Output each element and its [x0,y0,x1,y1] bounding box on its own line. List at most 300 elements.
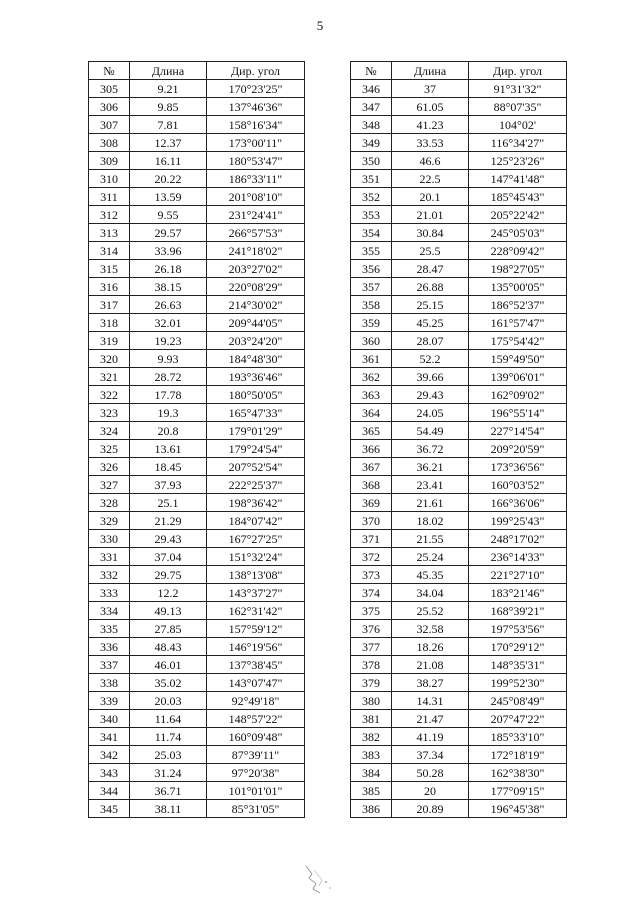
row-length-cell: 25.24 [392,548,469,566]
row-direction-angle-cell: 185°33'10" [469,728,567,746]
row-direction-angle-cell: 172°18'19" [469,746,567,764]
row-direction-angle-cell: 157°59'12" [207,620,305,638]
row-number-cell: 328 [89,494,130,512]
row-direction-angle-cell: 160°03'52" [469,476,567,494]
table-row [351,620,567,638]
row-direction-angle-cell: 158°16'34" [207,116,305,134]
row-direction-angle-cell: 116°34'27" [469,134,567,152]
row-number-cell: 314 [89,242,130,260]
row-length-cell: 21.29 [130,512,207,530]
row-number-cell: 373 [351,566,392,584]
table-row [351,440,567,458]
row-length-cell: 41.23 [392,116,469,134]
row-length-cell: 36.71 [130,782,207,800]
table-row [351,98,567,116]
table-row [351,404,567,422]
row-number-cell: 338 [89,674,130,692]
row-number-cell: 381 [351,710,392,728]
row-length-cell: 14.31 [392,692,469,710]
table-row [351,134,567,152]
row-number-cell: 367 [351,458,392,476]
row-direction-angle-cell: 186°33'11" [207,170,305,188]
row-length-cell: 34.04 [392,584,469,602]
row-direction-angle-cell: 245°05'03" [469,224,567,242]
row-direction-angle-cell: 177°09'15" [469,782,567,800]
table-row [351,728,567,746]
row-direction-angle-cell: 148°57'22" [207,710,305,728]
table-row [351,638,567,656]
row-length-cell: 7.81 [130,116,207,134]
table-row [89,764,305,782]
row-length-cell: 24.05 [392,404,469,422]
row-length-cell: 45.35 [392,566,469,584]
row-direction-angle-cell: 167°27'25" [207,530,305,548]
row-number-cell: 337 [89,656,130,674]
row-number-cell: 305 [89,80,130,98]
row-length-cell: 38.27 [392,674,469,692]
row-length-cell: 21.08 [392,656,469,674]
row-number-cell: 380 [351,692,392,710]
row-number-cell: 330 [89,530,130,548]
row-number-cell: 364 [351,404,392,422]
table-row [89,548,305,566]
row-number-cell: 382 [351,728,392,746]
row-number-cell: 346 [351,80,392,98]
row-length-cell: 50.28 [392,764,469,782]
row-length-cell: 39.66 [392,368,469,386]
table-row [351,602,567,620]
table-row [351,512,567,530]
header-direction-angle: Дир. угол [469,62,567,80]
row-length-cell: 38.11 [130,800,207,818]
row-direction-angle-cell: 209°20'59" [469,440,567,458]
row-direction-angle-cell: 209°44'05" [207,314,305,332]
row-direction-angle-cell: 87°39'11" [207,746,305,764]
row-direction-angle-cell: 92°49'18" [207,692,305,710]
row-direction-angle-cell: 221°27'10" [469,566,567,584]
table-row [89,404,305,422]
row-direction-angle-cell: 165°47'33" [207,404,305,422]
table-row [89,368,305,386]
coordinates-table-right [350,61,567,818]
row-length-cell: 32.01 [130,314,207,332]
row-number-cell: 334 [89,602,130,620]
row-number-cell: 318 [89,314,130,332]
table-row [89,170,305,188]
row-direction-angle-cell: 162°38'30" [469,764,567,782]
row-number-cell: 362 [351,368,392,386]
row-direction-angle-cell: 236°14'33" [469,548,567,566]
row-direction-angle-cell: 139°06'01" [469,368,567,386]
row-direction-angle-cell: 186°52'37" [469,296,567,314]
row-length-cell: 20.22 [130,170,207,188]
row-number-cell: 370 [351,512,392,530]
row-direction-angle-cell: 193°36'46" [207,368,305,386]
row-number-cell: 312 [89,206,130,224]
row-length-cell: 54.49 [392,422,469,440]
row-direction-angle-cell: 138°13'08" [207,566,305,584]
row-direction-angle-cell: 199°52'30" [469,674,567,692]
row-number-cell: 309 [89,152,130,170]
row-direction-angle-cell: 222°25'37" [207,476,305,494]
table-row [89,296,305,314]
row-length-cell: 28.47 [392,260,469,278]
row-direction-angle-cell: 148°35'31" [469,656,567,674]
row-length-cell: 9.85 [130,98,207,116]
row-direction-angle-cell: 207°52'54" [207,458,305,476]
table-row [351,224,567,242]
row-length-cell: 12.2 [130,584,207,602]
row-number-cell: 331 [89,548,130,566]
row-number-cell: 376 [351,620,392,638]
row-number-cell: 342 [89,746,130,764]
table-row [89,116,305,134]
table-row [89,746,305,764]
row-length-cell: 19.3 [130,404,207,422]
row-length-cell: 21.61 [392,494,469,512]
row-number-cell: 386 [351,800,392,818]
row-direction-angle-cell: 199°25'43" [469,512,567,530]
table-row [89,80,305,98]
table-row [89,260,305,278]
table-row [351,422,567,440]
row-length-cell: 9.93 [130,350,207,368]
row-length-cell: 46.6 [392,152,469,170]
row-length-cell: 21.55 [392,530,469,548]
table-row [351,782,567,800]
row-length-cell: 16.11 [130,152,207,170]
table-row [351,242,567,260]
row-number-cell: 359 [351,314,392,332]
row-number-cell: 368 [351,476,392,494]
table-row [351,206,567,224]
row-number-cell: 320 [89,350,130,368]
row-direction-angle-cell: 183°21'46" [469,584,567,602]
row-direction-angle-cell: 184°07'42" [207,512,305,530]
row-direction-angle-cell: 162°09'02" [469,386,567,404]
table-row [89,638,305,656]
table-row [351,152,567,170]
table-row [89,134,305,152]
table-row [351,584,567,602]
header-length: Длина [130,62,207,80]
table-row [89,476,305,494]
row-length-cell: 13.59 [130,188,207,206]
row-number-cell: 378 [351,656,392,674]
row-direction-angle-cell: 91°31'32" [469,80,567,98]
table-row [89,386,305,404]
table-row [351,764,567,782]
row-direction-angle-cell: 104°02' [469,116,567,134]
row-direction-angle-cell: 241°18'02" [207,242,305,260]
table-row [351,314,567,332]
row-direction-angle-cell: 185°45'43" [469,188,567,206]
row-direction-angle-cell: 203°24'20" [207,332,305,350]
row-number-cell: 310 [89,170,130,188]
row-number-cell: 372 [351,548,392,566]
row-number-cell: 327 [89,476,130,494]
row-number-cell: 379 [351,674,392,692]
row-length-cell: 20 [392,782,469,800]
row-direction-angle-cell: 198°27'05" [469,260,567,278]
table-row [351,368,567,386]
table-row [89,332,305,350]
row-direction-angle-cell: 101°01'01" [207,782,305,800]
row-number-cell: 323 [89,404,130,422]
row-number-cell: 354 [351,224,392,242]
row-length-cell: 35.02 [130,674,207,692]
row-number-cell: 321 [89,368,130,386]
table-row [89,710,305,728]
row-length-cell: 49.13 [130,602,207,620]
row-length-cell: 36.21 [392,458,469,476]
row-length-cell: 25.1 [130,494,207,512]
table-header-row [89,62,305,80]
table-row [89,188,305,206]
row-direction-angle-cell: 196°55'14" [469,404,567,422]
row-length-cell: 61.05 [392,98,469,116]
row-number-cell: 374 [351,584,392,602]
table-row [351,800,567,818]
page-number: 5 [316,18,324,33]
row-length-cell: 45.25 [392,314,469,332]
table-row [351,278,567,296]
row-number-cell: 357 [351,278,392,296]
row-number-cell: 316 [89,278,130,296]
row-length-cell: 9.55 [130,206,207,224]
table-row [89,602,305,620]
row-direction-angle-cell: 137°46'36" [207,98,305,116]
row-direction-angle-cell: 162°31'42" [207,602,305,620]
header-direction-angle: Дир. угол [207,62,305,80]
table-row [89,242,305,260]
table-row [351,674,567,692]
table-row [89,566,305,584]
table-row [351,548,567,566]
row-length-cell: 28.72 [130,368,207,386]
row-length-cell: 25.03 [130,746,207,764]
row-number-cell: 356 [351,260,392,278]
coordinates-table-left [88,61,305,818]
row-length-cell: 18.02 [392,512,469,530]
row-direction-angle-cell: 160°09'48" [207,728,305,746]
table-row [351,494,567,512]
row-number-cell: 377 [351,638,392,656]
row-length-cell: 21.47 [392,710,469,728]
row-number-cell: 360 [351,332,392,350]
table-row [89,494,305,512]
row-direction-angle-cell: 173°00'11" [207,134,305,152]
row-length-cell: 48.43 [130,638,207,656]
row-length-cell: 32.58 [392,620,469,638]
table-row [89,458,305,476]
row-direction-angle-cell: 196°45'38" [469,800,567,818]
row-direction-angle-cell: 143°37'27" [207,584,305,602]
row-length-cell: 23.41 [392,476,469,494]
row-direction-angle-cell: 203°27'02" [207,260,305,278]
row-direction-angle-cell: 170°23'25" [207,80,305,98]
row-length-cell: 11.64 [130,710,207,728]
row-number-cell: 317 [89,296,130,314]
row-number-cell: 361 [351,350,392,368]
row-number-cell: 340 [89,710,130,728]
row-length-cell: 38.15 [130,278,207,296]
row-length-cell: 20.1 [392,188,469,206]
row-length-cell: 33.96 [130,242,207,260]
table-row [351,566,567,584]
row-number-cell: 347 [351,98,392,116]
row-number-cell: 329 [89,512,130,530]
row-number-cell: 332 [89,566,130,584]
row-length-cell: 41.19 [392,728,469,746]
row-length-cell: 37.93 [130,476,207,494]
row-number-cell: 333 [89,584,130,602]
row-direction-angle-cell: 146°19'56" [207,638,305,656]
row-length-cell: 11.74 [130,728,207,746]
row-number-cell: 384 [351,764,392,782]
row-direction-angle-cell: 173°36'56" [469,458,567,476]
row-direction-angle-cell: 180°53'47" [207,152,305,170]
row-direction-angle-cell: 179°24'54" [207,440,305,458]
row-number-cell: 371 [351,530,392,548]
row-length-cell: 30.84 [392,224,469,242]
row-direction-angle-cell: 184°48'30" [207,350,305,368]
row-number-cell: 348 [351,116,392,134]
row-length-cell: 17.78 [130,386,207,404]
table-row [89,728,305,746]
row-direction-angle-cell: 227°14'54" [469,422,567,440]
header-number: № [89,62,130,80]
row-length-cell: 36.72 [392,440,469,458]
row-length-cell: 27.85 [130,620,207,638]
table-row [351,350,567,368]
table-row [351,530,567,548]
table-row [351,260,567,278]
row-direction-angle-cell: 166°36'06" [469,494,567,512]
row-length-cell: 29.43 [392,386,469,404]
row-length-cell: 46.01 [130,656,207,674]
row-direction-angle-cell: 125°23'26" [469,152,567,170]
row-direction-angle-cell: 180°50'05" [207,386,305,404]
row-length-cell: 13.61 [130,440,207,458]
row-length-cell: 9.21 [130,80,207,98]
table-row [89,584,305,602]
row-number-cell: 383 [351,746,392,764]
row-number-cell: 363 [351,386,392,404]
row-length-cell: 19.23 [130,332,207,350]
row-length-cell: 18.26 [392,638,469,656]
row-direction-angle-cell: 135°00'05" [469,278,567,296]
row-number-cell: 307 [89,116,130,134]
table-row [351,188,567,206]
row-number-cell: 365 [351,422,392,440]
table-row [89,692,305,710]
row-number-cell: 369 [351,494,392,512]
table-row [89,350,305,368]
row-direction-angle-cell: 170°29'12" [469,638,567,656]
header-number: № [351,62,392,80]
row-length-cell: 37.34 [392,746,469,764]
table-row [351,80,567,98]
row-number-cell: 353 [351,206,392,224]
row-direction-angle-cell: 220°08'29" [207,278,305,296]
row-direction-angle-cell: 245°08'49" [469,692,567,710]
row-number-cell: 335 [89,620,130,638]
table-row [89,206,305,224]
row-direction-angle-cell: 179°01'29" [207,422,305,440]
row-length-cell: 18.45 [130,458,207,476]
row-direction-angle-cell: 214°30'02" [207,296,305,314]
row-length-cell: 29.75 [130,566,207,584]
table-row [89,278,305,296]
row-direction-angle-cell: 175°54'42" [469,332,567,350]
table-row [89,530,305,548]
row-length-cell: 22.5 [392,170,469,188]
table-row [351,692,567,710]
row-length-cell: 26.18 [130,260,207,278]
row-number-cell: 315 [89,260,130,278]
table-row [351,296,567,314]
row-length-cell: 20.8 [130,422,207,440]
table-row [89,656,305,674]
table-row [351,656,567,674]
row-direction-angle-cell: 137°38'45" [207,656,305,674]
row-number-cell: 322 [89,386,130,404]
row-direction-angle-cell: 143°07'47" [207,674,305,692]
row-number-cell: 350 [351,152,392,170]
row-direction-angle-cell: 228°09'42" [469,242,567,260]
row-direction-angle-cell: 266°57'53" [207,224,305,242]
table-row [351,386,567,404]
row-number-cell: 358 [351,296,392,314]
row-length-cell: 52.2 [392,350,469,368]
row-direction-angle-cell: 201°08'10" [207,188,305,206]
row-number-cell: 325 [89,440,130,458]
table-row [351,332,567,350]
row-direction-angle-cell: 248°17'02" [469,530,567,548]
table-row [89,422,305,440]
table-row [89,674,305,692]
table-row [89,224,305,242]
row-direction-angle-cell: 151°32'24" [207,548,305,566]
row-direction-angle-cell: 147°41'48" [469,170,567,188]
table-row [89,800,305,818]
table-row [351,476,567,494]
row-length-cell: 20.89 [392,800,469,818]
header-length: Длина [392,62,469,80]
row-length-cell: 12.37 [130,134,207,152]
row-length-cell: 26.88 [392,278,469,296]
row-length-cell: 37.04 [130,548,207,566]
row-number-cell: 341 [89,728,130,746]
row-number-cell: 308 [89,134,130,152]
row-direction-angle-cell: 161°57'47" [469,314,567,332]
table-row [351,710,567,728]
row-direction-angle-cell: 97°20'38" [207,764,305,782]
row-length-cell: 21.01 [392,206,469,224]
table-header-row [351,62,567,80]
row-length-cell: 25.15 [392,296,469,314]
row-direction-angle-cell: 198°36'42" [207,494,305,512]
row-direction-angle-cell: 231°24'41" [207,206,305,224]
row-direction-angle-cell: 88°07'35" [469,98,567,116]
row-direction-angle-cell: 205°22'42" [469,206,567,224]
row-length-cell: 20.03 [130,692,207,710]
table-row [89,314,305,332]
row-number-cell: 366 [351,440,392,458]
row-length-cell: 28.07 [392,332,469,350]
row-number-cell: 319 [89,332,130,350]
